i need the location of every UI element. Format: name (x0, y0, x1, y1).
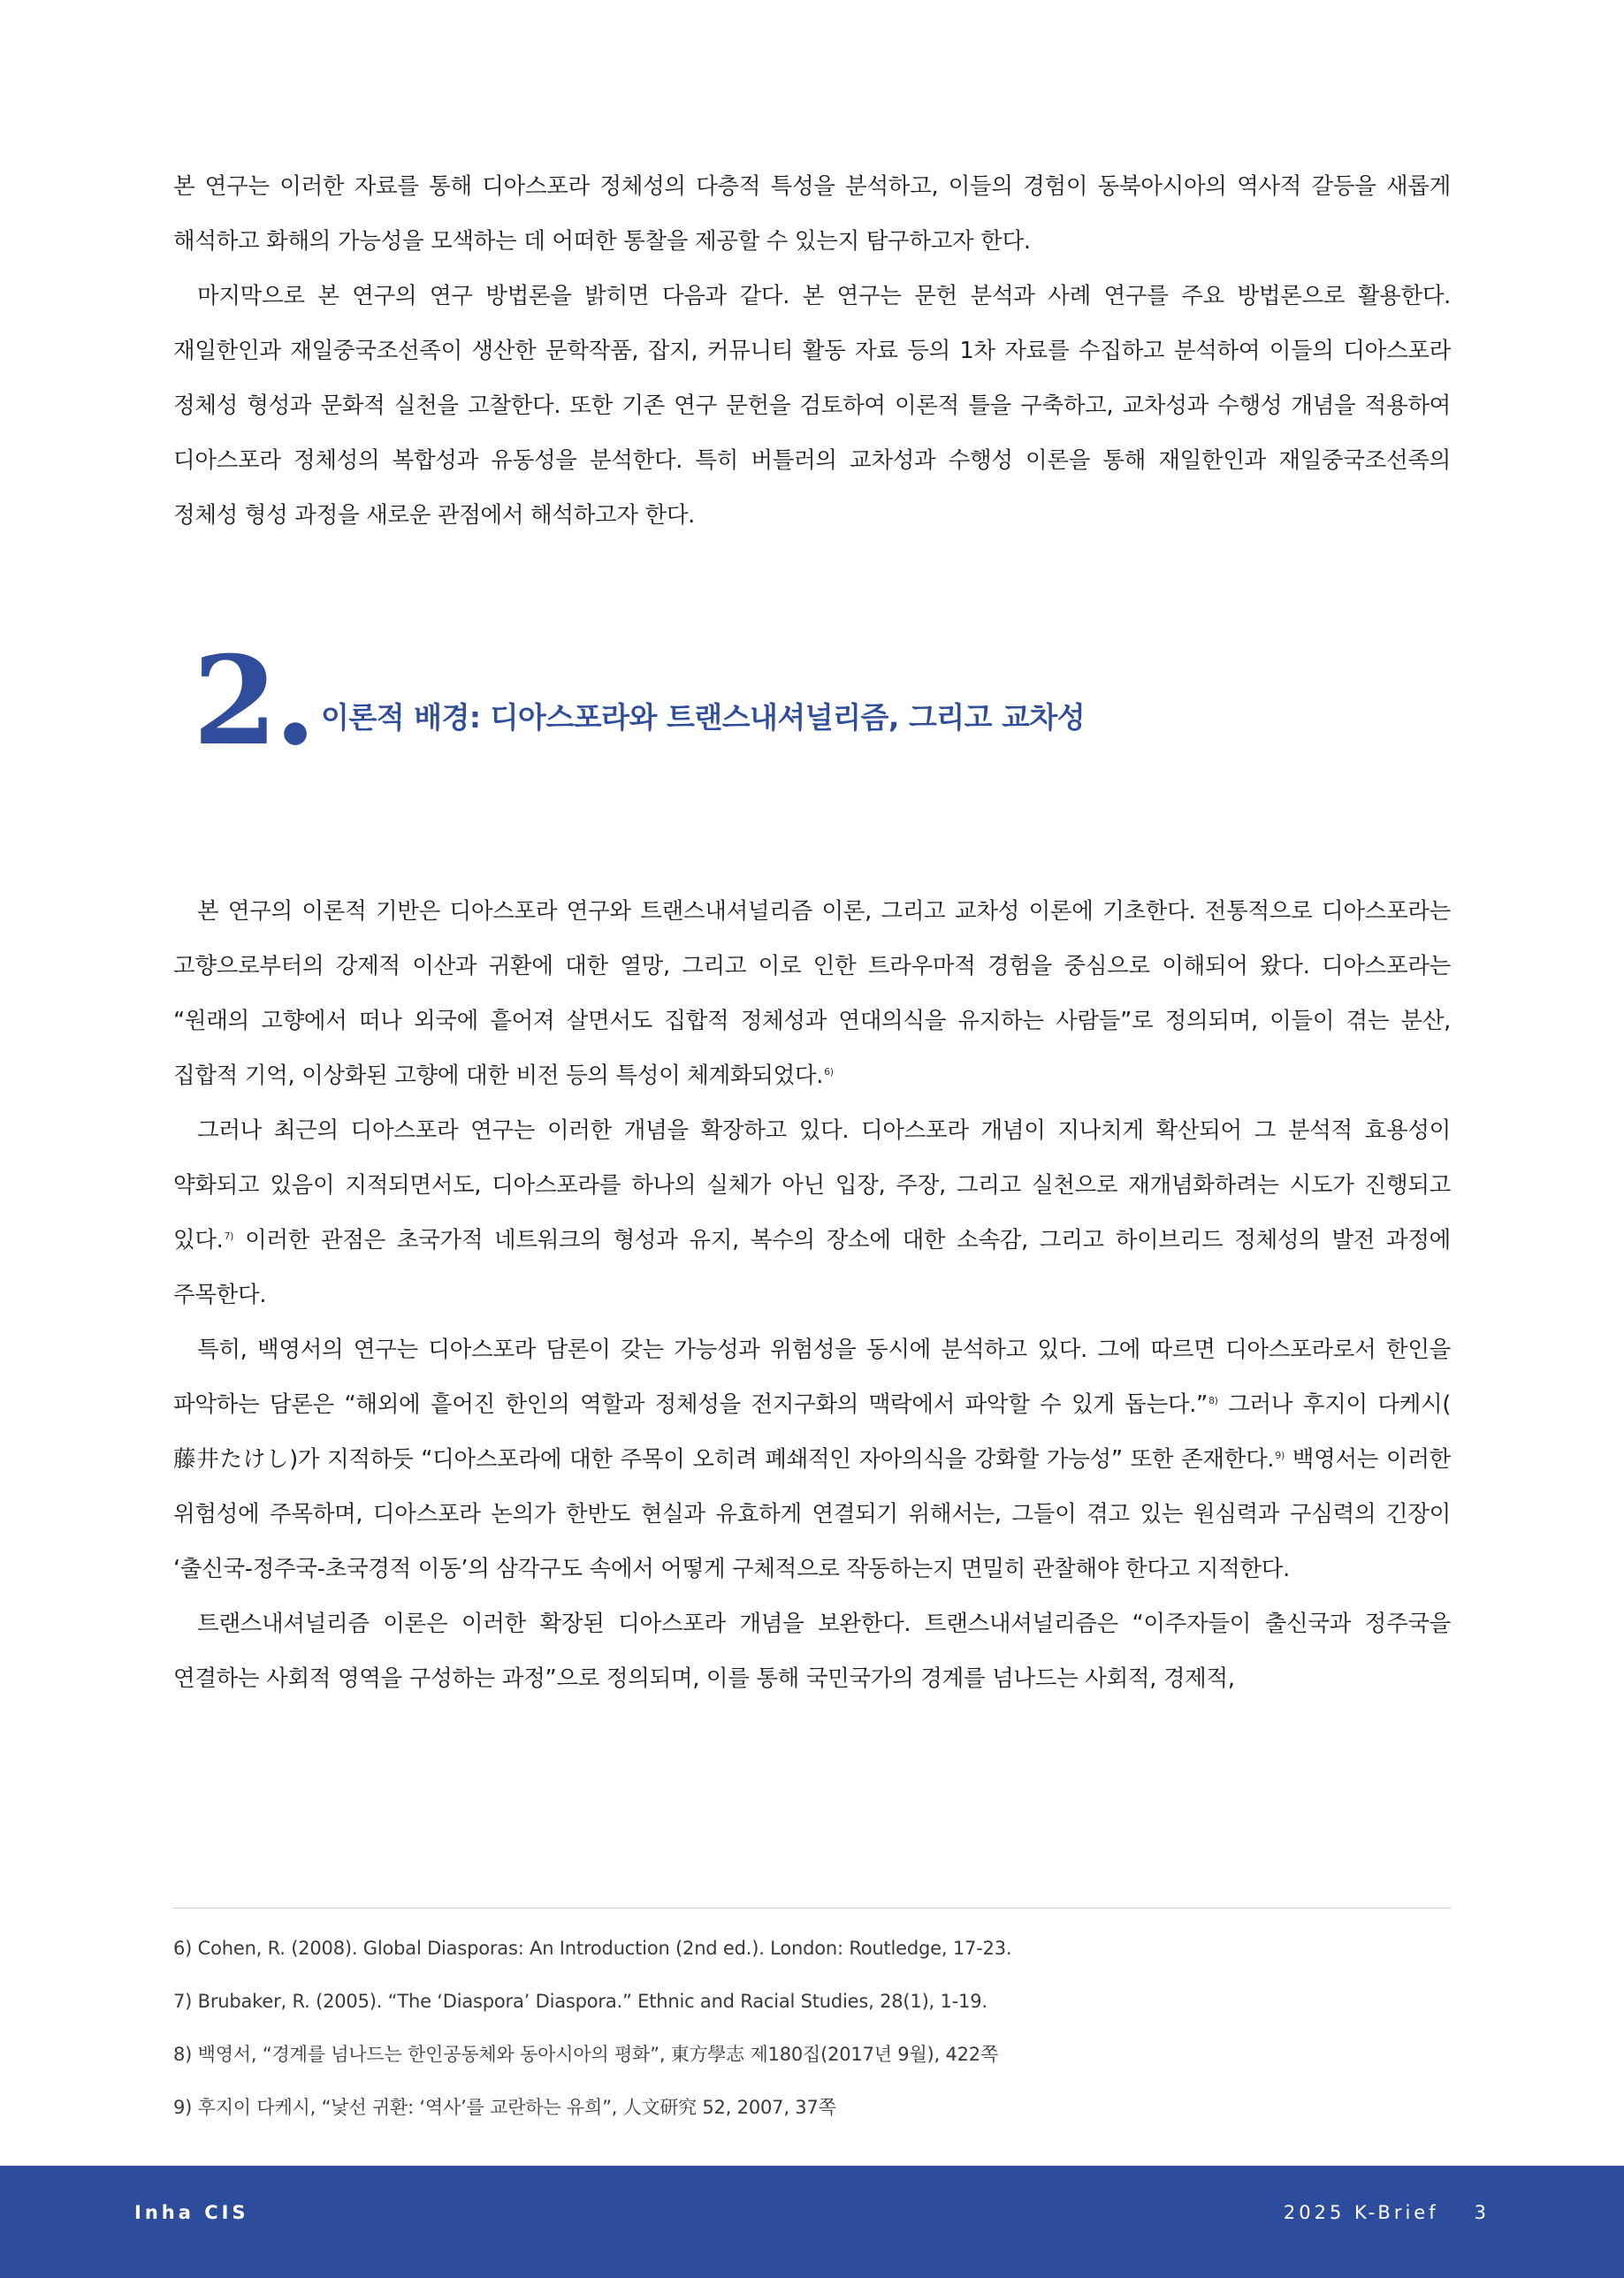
paragraph-text: 본 연구의 이론적 기반은 디아스포라 연구와 트랜스내셔널리즘 이론, 그리고 교차성 이론에 기초한다. 전통적으로 디아스포라는 고향으로부터의 강제적 이산과 귀환에 대한 열망, 그리고 이로 인한 트라우마적 경험을 중심으로 이해되어 왔다. 디아스포라는 “원래의 고향에서 떠나 외국에 흩어져 살면서도 집합적 정체성과 연대의식을 유지하는 사람들”로 정의되며, 이들이 겪는 분산, 집합적 기억, 이상화된 고향에 대한 비전 등의 특성이 체계화되었다. (173, 898, 1451, 1089)
body-paragraph (173, 884, 1451, 1103)
paragraph-text: 그러나 최근의 디아스포라 연구는 이러한 개념을 확장하고 있다. 디아스포라 개념이 지나치게 확산되어 그 분석적 효용성이 약화되고 있음이 지적되면서도, 디아스포라를 하나의 실체가 아닌 입장, 주장, 그리고 실천으로 재개념화하려는 시도가 진행되고 있다. (173, 1117, 1451, 1253)
footnote: 9) 후지이 다케시, “낯선 귀환: ‘역사’를 교란하는 유희”, 人文研究 52, 2007, 37쪽 (173, 2097, 836, 2118)
footnote-ref[interactable]: 7) (224, 1230, 234, 1242)
page-number: 3 (1474, 2202, 1490, 2223)
intro-text (173, 159, 1451, 543)
footer-publisher: Inha CIS (134, 2202, 249, 2223)
body-paragraph (173, 1103, 1451, 1322)
footnotes (173, 1922, 1451, 2134)
paragraph-text: 특히, 백영서의 연구는 디아스포라 담론이 갖는 가능성과 위험성을 동시에 분석하고 있다. 그에 따르면 디아스포라로서 한인을 파악하는 담론은 “해외에 흩어진 한인의 역할과 정체성을 전지구화의 맥락에서 파악할 수 있게 돕는다.” (173, 1337, 1451, 1418)
footnote-ref[interactable]: 8) (1208, 1394, 1218, 1406)
footer-series: 2025 K-Brief (1283, 2202, 1439, 2223)
paragraph-text: 이러한 관점은 초국가적 네트워크의 형성과 유지, 복수의 장소에 대한 소속감, 그리고 하이브리드 정체성의 발전 과정에 주목한다. (173, 1227, 1451, 1308)
footnote-ref[interactable]: 6) (824, 1065, 834, 1078)
footnote-ref[interactable]: 9) (1275, 1449, 1285, 1461)
body-paragraph (173, 1596, 1451, 1706)
section-number: 2. (193, 629, 314, 773)
intro-paragraph: 마지막으로 본 연구의 연구 방법론을 밝히면 다음과 같다. 본 연구는 문헌 분석과 사례 연구를 주요 방법론으로 활용한다. 재일한인과 재일중국조선족이 생산한 문학작품, 잡지, 커뮤니티 활동 자료 등의 1차 자료를 수집하고 분석하여 이들의 디아스포라 정체성 형성과 문화적 실천을 고찰한다. 또한 기존 연구 문헌을 검토하여 이론적 틀을 구축하고, 교차성과 수행성 개념을 적용하여 디아스포라 정체성의 복합성과 유동성을 분석한다. 특히 버틀러의 교차성과 수행성 이론을 통해 재일한인과 재일중국조선족의 정체성 형성 과정을 새로운 관점에서 해석하고자 한다. (173, 283, 1451, 529)
footnote: 6) Cohen, R. (2008). Global Diasporas: An Introduction (2nd ed.). London: Routledge, 17-23. (173, 1938, 1012, 1959)
paragraph-text: 백영서는 이러한 위험성에 주목하며, 디아스포라 논의가 한반도 현실과 유효하게 연결되기 위해서는, 그들이 겪고 있는 원심력과 구심력의 긴장이 ‘출신국-정주국-초국경적 이동’의 삼각구도 속에서 어떻게 구체적으로 작동하는지 면밀히 관찰해야 한다고 지적한다. (173, 1446, 1451, 1582)
body-paragraph (173, 1322, 1451, 1596)
footnote: 7) Brubaker, R. (2005). “The ‘Diaspora’ Diaspora.” Ethnic and Racial Studies, 28(1), 1-19. (173, 1991, 987, 2012)
page-footer (0, 2166, 1624, 2278)
section-heading (193, 629, 1342, 773)
footer-right (1284, 2202, 1490, 2223)
footnote: 8) 백영서, “경계를 넘나드는 한인공동체와 동아시아의 평화”, 東方學志 제180집(2017년 9월), 422쪽 (173, 2044, 999, 2065)
section-title: 이론적 배경: 디아스포라와 트랜스내셔널리즘, 그리고 교차성 (321, 700, 1086, 735)
intro-paragraph: 본 연구는 이러한 자료를 통해 디아스포라 정체성의 다층적 특성을 분석하고, 이들의 경험이 동북아시아의 역사적 갈등을 새롭게 해석하고 화해의 가능성을 모색하는 데 어떠한 통찰을 제공할 수 있는지 탐구하고자 한다. (173, 173, 1451, 255)
paragraph-text: 트랜스내셔널리즘 이론은 이러한 확장된 디아스포라 개념을 보완한다. 트랜스내셔널리즘은 “이주자들이 출신국과 정주국을 연결하는 사회적 영역을 구성하는 과정”으로 정의되며, 이를 통해 국민국가의 경계를 넘나드는 사회적, 경제적, (173, 1611, 1451, 1692)
paragraph-text: 그러나 후지이 다케시( 藤井たけし)가 지적하듯 “디아스포라에 대한 주목이 오히려 폐쇄적인 자아의식을 강화할 가능성” 또한 존재한다. (173, 1391, 1451, 1473)
body-text (173, 884, 1451, 1706)
